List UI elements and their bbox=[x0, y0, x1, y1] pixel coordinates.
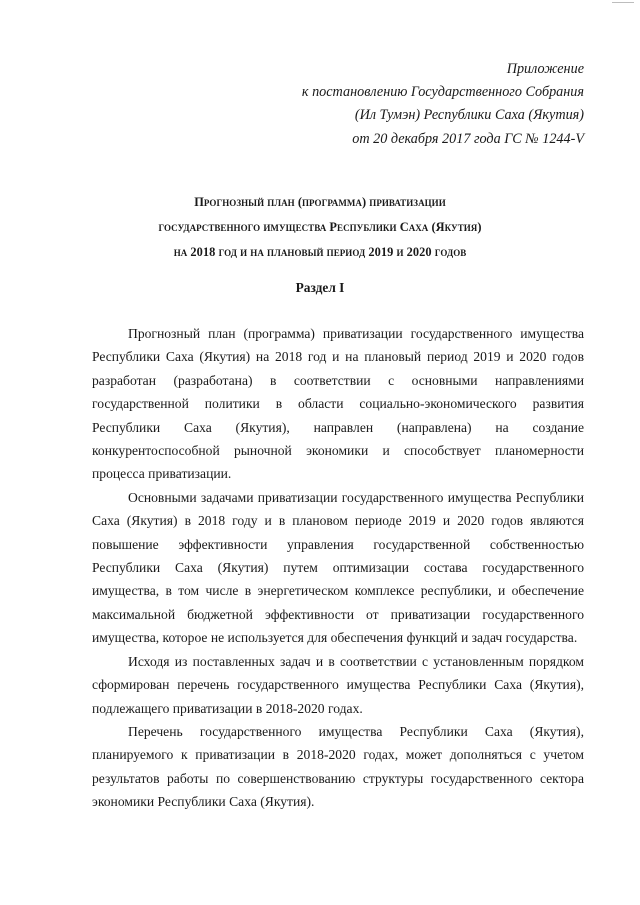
appendix-header bbox=[264, 58, 584, 151]
appendix-assembly-line: (Ил Тумэн) Республики Саха (Якутия) bbox=[354, 107, 584, 124]
body-text bbox=[92, 322, 584, 814]
appendix-resolution-line: к постановлению Государственного Собрания bbox=[301, 84, 584, 101]
paragraph-4: Перечень государственного имущества Республики Саха (Якутия), планируемого к приватизации в 2018-2020 годах, может дополняться с учетом результатов работы по совершенствованию структуры государственного сектора экономики Республики Саха (Якутия). bbox=[92, 723, 584, 810]
document-title bbox=[0, 190, 640, 265]
paragraph-1: Прогнозный план (программа) приватизации государственного имущества Республики Саха (Якутия) на 2018 год и на плановый период 2019 и 2020 годов разработан (разработана) в соответствии с основными направлениями государственной политики в области социально-экономического развития Республики Саха (Якутия), направлен (направлена) на создание конкурентоспособной рыночной экономики и способствует планомерности процесса приватизации. bbox=[92, 326, 584, 482]
paragraph-2: Основными задачами приватизации государственного имущества Республики Саха (Якутия) в 2018 году и в плановом периоде 2019 и 2020 годов являются повышение эффективности управления государственной собственностью Республики Саха (Якутия) путем оптимизации состава государственного имущества, в том числе в энергетическом комплексе республики, и обеспечение максимальной бюджетной эффективности от приватизации государственного имущества, которое не используется для обеспечения функций и задач государства. bbox=[92, 489, 584, 646]
scan-corner-mark bbox=[612, 2, 634, 3]
paragraph-3: Исходя из поставленных задач и в соответствии с установленным порядком сформирован перечень государственного имущества Республики Саха (Якутия), подлежащего приватизации в 2018-2020 годах. bbox=[92, 653, 584, 716]
section-heading: Раздел I bbox=[295, 280, 345, 295]
appendix-label: Приложение bbox=[506, 61, 584, 77]
title-line-1: Прогнозный план (программа) приватизации bbox=[194, 195, 446, 209]
title-line-3: на 2018 год и на плановый период 2019 и 2020 годов bbox=[173, 245, 467, 259]
title-line-2: государственного имущества Республики Саха (Якутия) bbox=[158, 220, 482, 234]
appendix-date-line: от 20 декабря 2017 года ГС № 1244-V bbox=[352, 130, 584, 147]
